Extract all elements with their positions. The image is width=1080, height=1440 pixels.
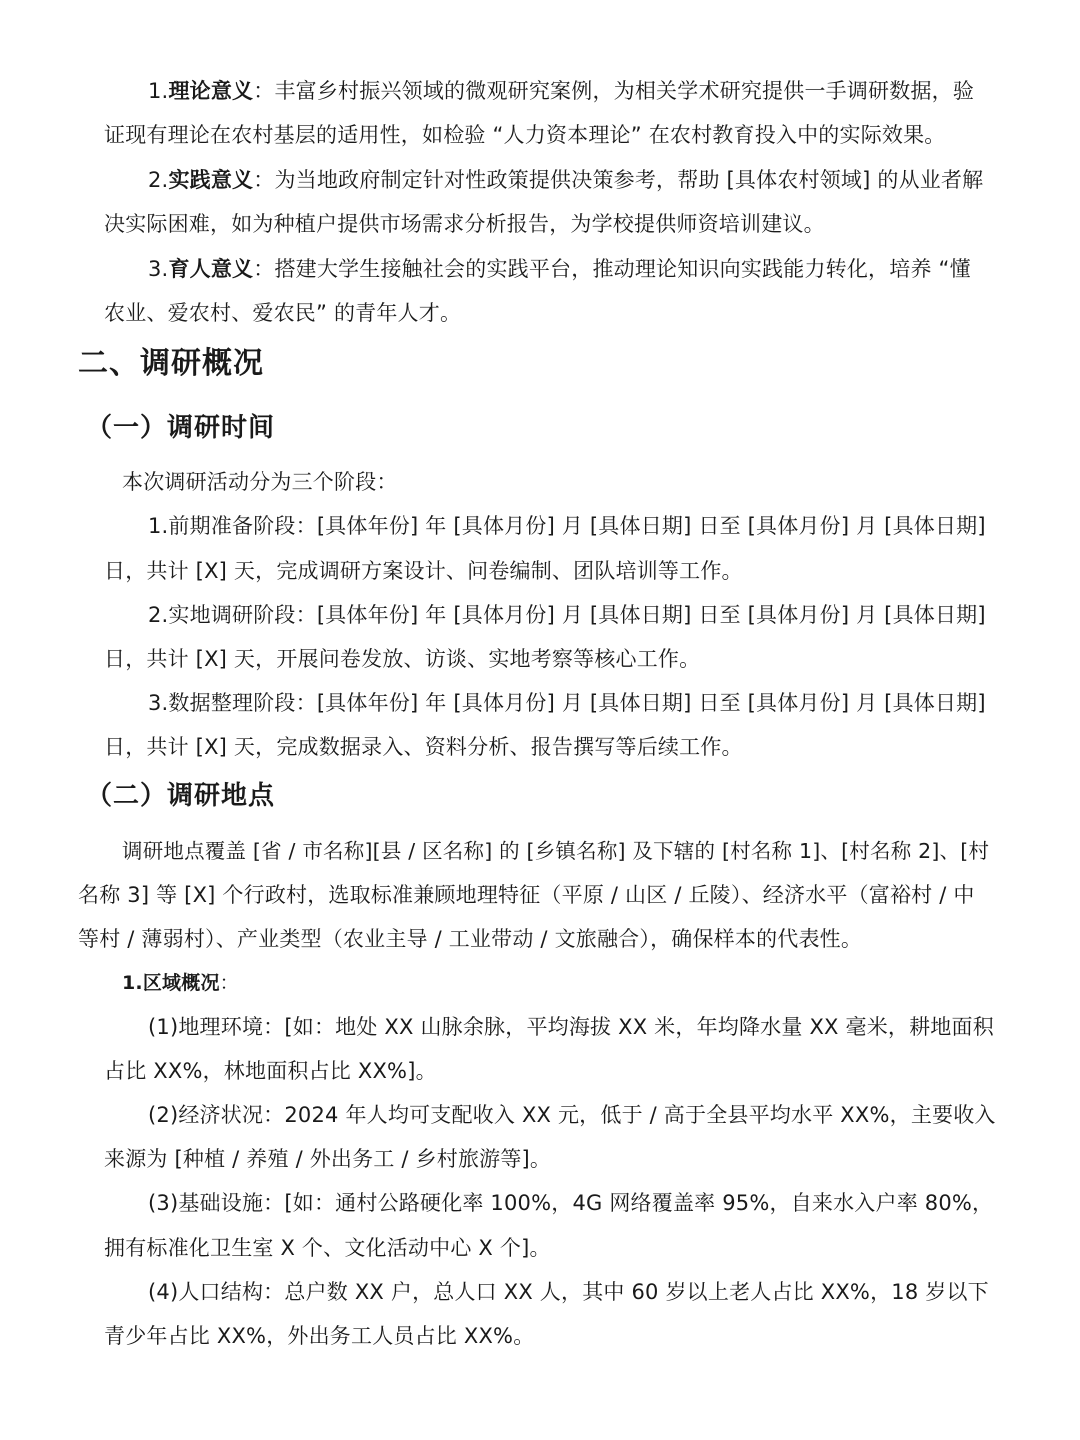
place-paragraph-line-3: 等村 / 薄弱村）、产业类型（农业主导 / 工业带动 / 文旅融合），确保样本的代表性。 xyxy=(78,927,863,951)
stage-3-line-2: 日，共计 [X] 天，完成数据录入、资料分析、报告撰写等后续工作。 xyxy=(104,735,743,759)
practice-significance-line-2: 决实际困难，如为种植户提供市场需求分析报告，为学校提供师资培训建议。 xyxy=(104,212,825,236)
theory-label: 理论意义 xyxy=(168,79,254,103)
theory-significance-line-2: 证现有理论在农村基层的适用性，如检验 “人力资本理论” 在农村教育投入中的实际效果。 xyxy=(104,123,946,147)
economy-line-2: 来源为 [种植 / 养殖 / 外出务工 / 乡村旅游等]。 xyxy=(104,1147,552,1171)
education-significance-line-2: 农业、爱农村、爱农民” 的青年人才。 xyxy=(104,301,462,325)
theory-significance-line-1 xyxy=(148,76,974,106)
education-text-1: ：搭建大学生接触社会的实践平台，推动理论知识向实践能力转化，培养 “懂 xyxy=(253,257,971,281)
practice-number: 2. xyxy=(148,168,169,192)
population-line-1: (4)人口结构：总户数 XX 户，总人口 XX 人，其中 60 岁以上老人占比 XX%，18 岁以下 xyxy=(148,1280,989,1304)
practice-significance-line-1 xyxy=(148,165,983,195)
geography-line-2: 占比 XX%，林地面积占比 XX%]。 xyxy=(104,1059,437,1083)
place-paragraph-line-1: 调研地点覆盖 [省 / 市名称][县 / 区名称] 的 [乡镇名称] 及下辖的 [村名称 1]、[村名称 2]、[村 xyxy=(122,839,990,863)
education-significance-line-1 xyxy=(148,254,971,284)
infrastructure-line-2: 拥有标准化卫生室 X 个、文化活动中心 X 个]。 xyxy=(104,1236,551,1260)
stage-1-line-2: 日，共计 [X] 天，完成调研方案设计、问卷编制、团队培训等工作。 xyxy=(104,559,743,583)
theory-number: 1. xyxy=(148,79,169,103)
region-overview-label: 1.区域概况 xyxy=(122,972,220,994)
theory-text-1: ：丰富乡村振兴领域的微观研究案例，为相关学术研究提供一手调研数据，验 xyxy=(253,79,975,103)
stage-2-line-1: 2.实地调研阶段：[具体年份] 年 [具体月份] 月 [具体日期] 日至 [具体月份] 月 [具体日期] xyxy=(148,603,986,627)
stage-2-line-2: 日，共计 [X] 天，开展问卷发放、访谈、实地考察等核心工作。 xyxy=(104,647,701,671)
population-line-2: 青少年占比 XX%，外出务工人员占比 XX%。 xyxy=(104,1324,535,1348)
region-overview-colon: ： xyxy=(219,972,239,994)
stage-1-line-1: 1.前期准备阶段：[具体年份] 年 [具体月份] 月 [具体日期] 日至 [具体月份] 月 [具体日期] xyxy=(148,514,986,538)
economy-line-1: (2)经济状况：2024 年人均可支配收入 XX 元，低于 / 高于全县平均水平 XX%，主要收入 xyxy=(148,1103,996,1127)
infrastructure-line-1: (3)基础设施：[如：通村公路硬化率 100%，4G 网络覆盖率 95%，自来水入户率 80%， xyxy=(148,1191,994,1215)
stage-3-line-1: 3.数据整理阶段：[具体年份] 年 [具体月份] 月 [具体日期] 日至 [具体月份] 月 [具体日期] xyxy=(148,691,986,715)
education-number: 3. xyxy=(148,257,169,281)
region-overview-heading xyxy=(122,968,239,998)
practice-text-1: ：为当地政府制定针对性政策提供决策参考，帮助 [具体农村领域] 的从业者解 xyxy=(253,168,984,192)
time-intro: 本次调研活动分为三个阶段： xyxy=(122,470,398,494)
education-label: 育人意义 xyxy=(168,257,254,281)
practice-label: 实践意义 xyxy=(168,168,254,192)
geography-line-1: (1)地理环境：[如：地处 XX 山脉余脉，平均海拔 XX 米，年均降水量 XX 毫米，耕地面积 xyxy=(148,1015,994,1039)
place-paragraph-line-2: 名称 3] 等 [X] 个行政村，选取标准兼顾地理特征（平原 / 山区 / 丘陵）、经济水平（富裕村 / 中 xyxy=(78,883,975,907)
subsection-time-heading: （一）调研时间 xyxy=(86,413,276,443)
subsection-place-heading: （二）调研地点 xyxy=(86,781,276,811)
section-2-heading: 二、调研概况 xyxy=(78,346,264,381)
